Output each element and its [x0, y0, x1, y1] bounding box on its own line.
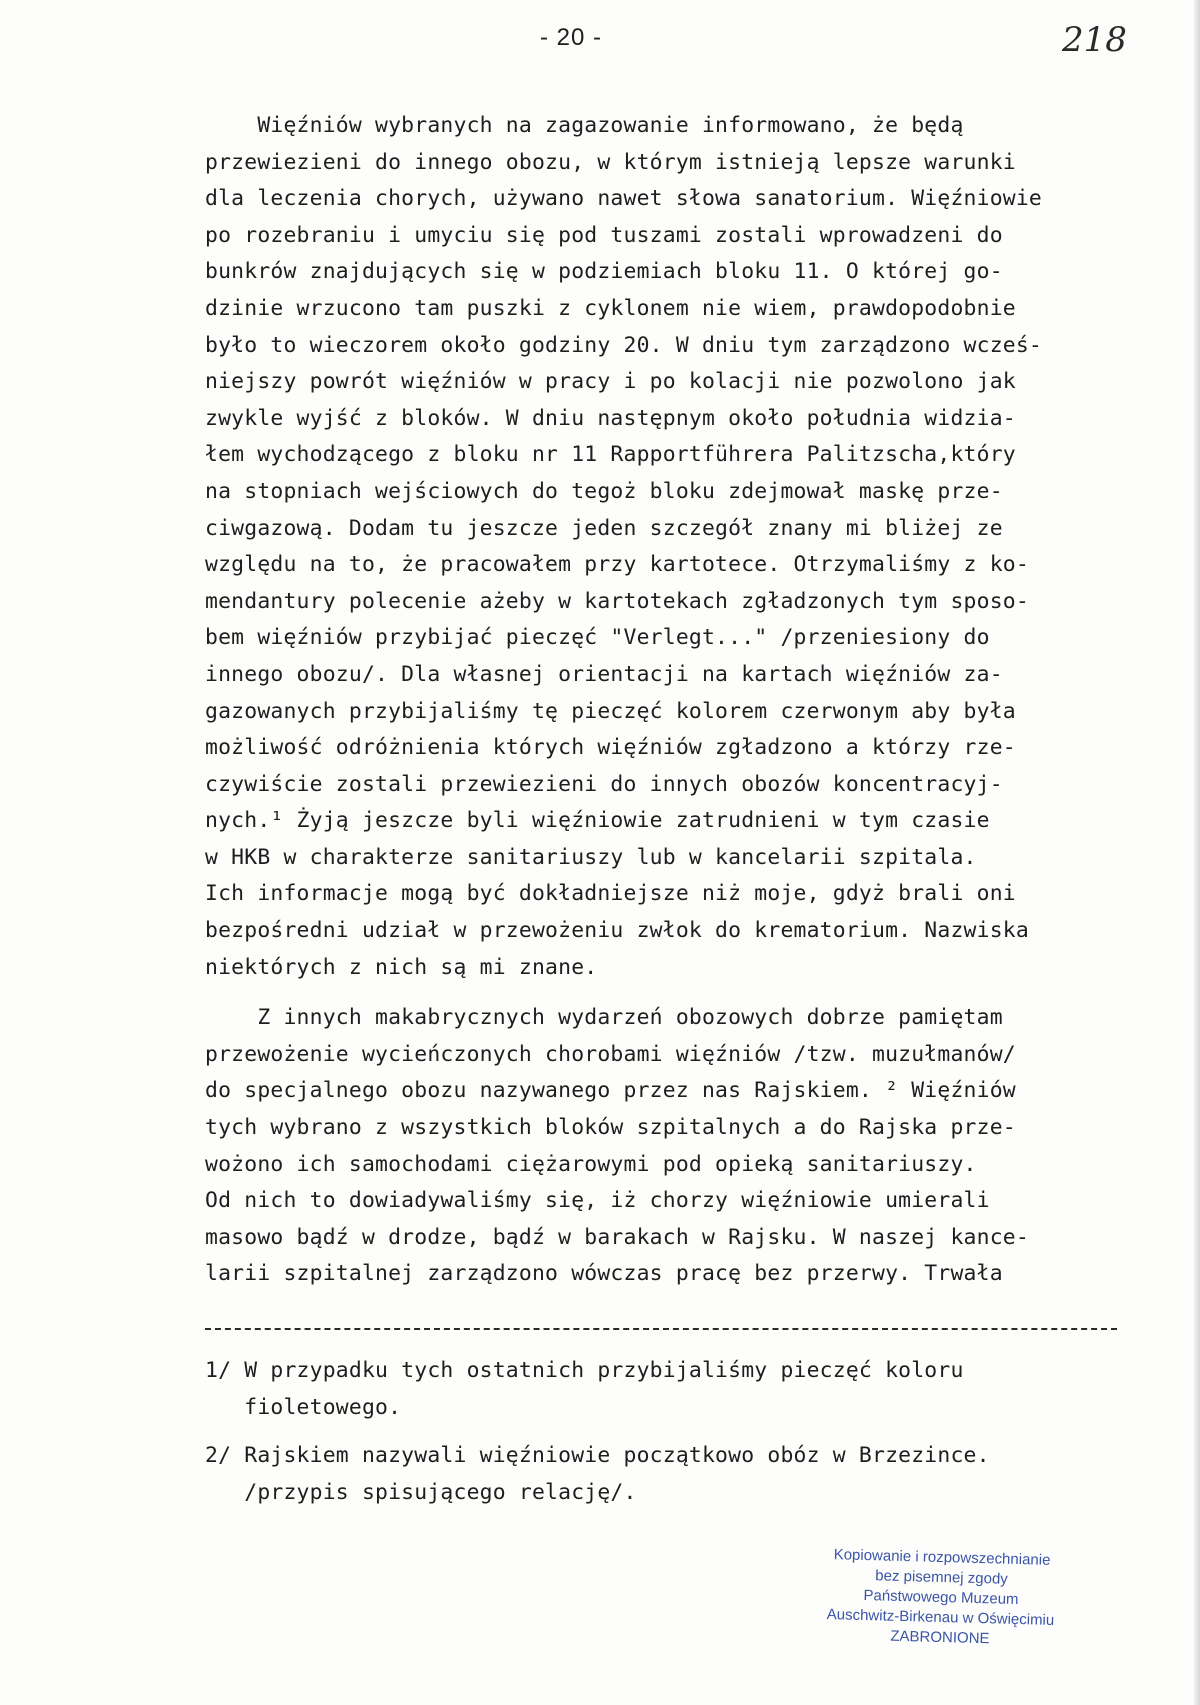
text-line: masowo bądź w drodze, bądź w barakach w Rajsku. W naszej kance- — [205, 1224, 1029, 1250]
text-line: Ich informacje mogą być dokładniejsze niż moje, gdyż brali oni — [205, 881, 1016, 907]
text-line: przewiezieni do innego obozu, w którym istnieją lepsze warunki — [205, 149, 1016, 175]
text-line: czywiście zostali przewiezieni do innych obozów koncentracyj- — [205, 771, 1003, 797]
footnote-line: 1/ W przypadku tych ostatnich przybijaliśmy pieczęć koloru — [205, 1358, 964, 1383]
text-line: gazowanych przybijaliśmy tę pieczęć kolorem czerwonym aby była — [205, 698, 1016, 724]
text-line: Z innych makabrycznych wydarzeń obozowych dobrze pamiętam — [205, 1005, 1003, 1031]
footnote-divider — [205, 1328, 1117, 1330]
archive-number: 218 — [1062, 20, 1127, 60]
text-line: było to wieczorem około godziny 20. W dniu tym zarządzono wcześ- — [205, 332, 1043, 358]
footnote-line: 2/ Rajskiem nazywali więźniowie początkowo obóz w Brzezince. — [205, 1443, 990, 1468]
footnote-2 — [205, 1437, 1175, 1511]
text-line: dla leczenia chorych, używano nawet słowa sanatorium. Więźniowie — [205, 186, 1043, 212]
text-line: Więźniów wybranych na zagazowanie informowano, że będą — [205, 113, 964, 138]
text-line: Od nich to dowiadywaliśmy się, iż chorzy więźniowie umierali — [205, 1188, 990, 1214]
footnote-line: fioletowego. — [205, 1395, 402, 1420]
text-line: zwykle wyjść z bloków. W dniu następnym około południa widzia- — [205, 405, 1016, 431]
text-line: nych.¹ Żyją jeszcze byli więźniowie zatrudnieni w tym czasie — [205, 808, 990, 834]
paragraph-2 — [205, 1000, 1175, 1293]
text-line: wożono ich samochodami ciężarowymi pod opieką sanitariuszy. — [205, 1151, 977, 1177]
copyright-stamp — [795, 1544, 1088, 1652]
text-line: innego obozu/. Dla własnej orientacji na kartach więźniów za- — [205, 661, 1003, 687]
text-line: tych wybrano z wszystkich bloków szpitalnych a do Rajska prze- — [205, 1115, 1016, 1141]
text-line: larii szpitalnej zarządzono wówczas pracę bez przerwy. Trwała — [205, 1261, 1003, 1287]
text-line: względu na to, że pracowałem przy kartotece. Otrzymaliśmy z ko- — [205, 552, 1029, 578]
body-text — [205, 108, 1175, 1293]
stamp-line: Auschwitz-Birkenau w Oświęcimiu — [826, 1606, 1055, 1629]
text-line: na stopniach wejściowych do tegoż bloku zdejmował maskę prze- — [205, 478, 1003, 504]
text-line: dzinie wrzucono tam puszki z cyklonem nie wiem, prawdopodobnie — [205, 295, 1016, 321]
text-line: po rozebraniu i umyciu się pod tuszami zostali wprowadzeni do — [205, 222, 1003, 248]
text-line: bem więźniów przybijać pieczęć "Verlegt..." /przeniesiony do — [205, 625, 990, 651]
stamp-line: ZABRONIONE — [890, 1627, 990, 1648]
text-line: niejszy powrót więźniów w pracy i po kolacji nie pozwolono jak — [205, 369, 1016, 395]
footnote-1 — [205, 1352, 1175, 1426]
paragraph-1 — [205, 108, 1175, 986]
page-edge-shadow — [1194, 0, 1200, 1705]
stamp-line: Kopiowanie i rozpowszechnianie — [833, 1546, 1051, 1569]
text-line: możliwość odróżnienia których więźniów zgładzono a którzy rze- — [205, 735, 1016, 761]
stamp-line: bez pisemnej zgody — [875, 1567, 1009, 1588]
footnote-line: /przypis spisującego relację/. — [205, 1480, 637, 1505]
text-line: przewożenie wycieńczonych chorobami więźniów /tzw. muzułmanów/ — [205, 1041, 1016, 1067]
page-number: - 20 - — [540, 24, 603, 51]
text-line: bunkrów znajdujących się w podziemiach bloku 11. O której go- — [205, 259, 1003, 285]
text-line: bezpośredni udział w przewożeniu zwłok do krematorium. Nazwiska — [205, 918, 1029, 944]
text-line: w HKB w charakterze sanitariuszy lub w kancelarii szpitala. — [205, 844, 977, 870]
text-line: mendantury polecenie ażeby w kartotekach zgładzonych tym sposo- — [205, 588, 1029, 614]
text-line: ciwgazową. Dodam tu jeszcze jeden szczegół znany mi bliżej ze — [205, 515, 1003, 541]
paragraph-gap — [205, 986, 1175, 1000]
stamp-line: Państwowego Muzeum — [863, 1586, 1019, 1609]
footnotes — [205, 1352, 1175, 1511]
text-line: do specjalnego obozu nazywanego przez nas Rajskiem. ² Więźniów — [205, 1078, 1016, 1104]
text-line: łem wychodzącego z bloku nr 11 Rapportführera Palitzscha,który — [205, 442, 1016, 468]
text-line: niektórych z nich są mi znane. — [205, 954, 598, 980]
